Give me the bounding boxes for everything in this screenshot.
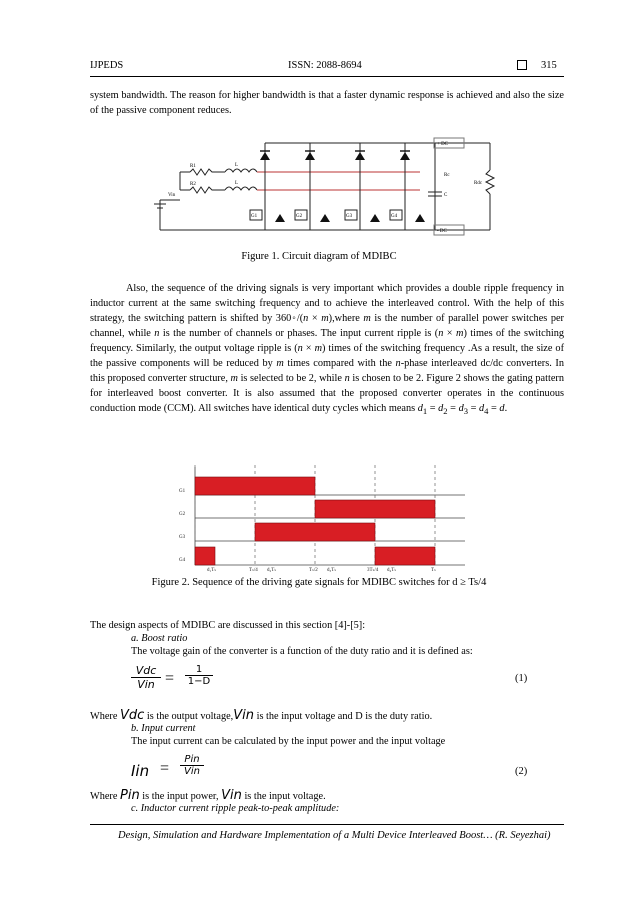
g2-row-label: G2 bbox=[179, 512, 186, 517]
l2-label: L bbox=[235, 181, 239, 186]
section-a-text: The voltage gain of the converter is a function of the duty ratio and it is defined as: bbox=[131, 646, 473, 657]
where-line-2 bbox=[90, 788, 326, 803]
tick-d1ts: d₁Tₛ bbox=[207, 568, 217, 573]
g2-label: G2 bbox=[296, 214, 303, 219]
c-label: C bbox=[444, 193, 448, 198]
design-intro: The design aspects of MDIBC are discussed in this section [4]-[5]: bbox=[90, 620, 366, 631]
where1-vdc: Vdc bbox=[120, 708, 145, 723]
eq2-rhs-den: Vin bbox=[184, 766, 200, 777]
checkbox-icon bbox=[517, 60, 527, 73]
eq2-rhs bbox=[180, 754, 204, 777]
g1-row-label: G1 bbox=[179, 489, 186, 494]
section-c-title: c. Inductor current ripple peak-to-peak amplitude: bbox=[131, 803, 340, 814]
where2-word: Where bbox=[90, 791, 118, 802]
r2-label: R2 bbox=[190, 182, 196, 187]
intro-paragraph: system bandwidth. The reason for higher bandwidth is that a faster dynamic response is achieved and also the size of the passive component reduces. bbox=[90, 90, 564, 116]
figure2-timing bbox=[175, 465, 475, 573]
where1-word: Where bbox=[90, 711, 118, 722]
where2-vin: Vin bbox=[221, 788, 242, 803]
eq2-number: (2) bbox=[515, 766, 528, 777]
g4-label: G4 bbox=[391, 214, 398, 219]
where2-text1: is the input power, bbox=[142, 791, 219, 802]
footer-citation: Design, Simulation and Hardware Implementation of a Multi Device Interleaved Boost… (R. Seyezhai) bbox=[118, 830, 551, 841]
g2-pulse bbox=[315, 500, 435, 518]
g4-pulse-a bbox=[195, 547, 215, 565]
vin-label: Vin bbox=[168, 193, 176, 198]
rc-label: Rc bbox=[444, 173, 450, 178]
g1-pulse bbox=[195, 477, 315, 495]
switching-paragraph: Also, the sequence of the driving signals is very important which provides a double ripple frequency in inductor current at the same switching frequency and to achieve the interleaved control. With the help of this strategy, the switching pattern is shifted by 360◦/(n × m),where m is the number of parallel power switches per channel, while n is the number of channels or phases. The input current ripple is (n × m) times of the switching frequency. Similarly, the output voltage ripple is (n × m) times of the switching frequency .As a result, the size of the passive components will be reduced by m times compared with the n-phase interleaved dc/dc converters. In this proposed converter structure, m is selected to be 2, while n is chosen to be 2. Figure 2 shows the gating pattern for interleaved boost converter. It is also assumed that the proposed converter operates in the continuous conduction mode (CCM). All switches have identical duty cycles which means $d_1 = d_2 = d_3 = d_4 = d$. bbox=[90, 283, 565, 417]
g3-label: G3 bbox=[346, 214, 353, 219]
tick-d2ts: d₂Tₛ bbox=[267, 568, 277, 573]
r1-label: R1 bbox=[190, 164, 196, 169]
figure1-caption: Figure 1. Circuit diagram of MDIBC bbox=[241, 251, 397, 262]
where1-text2: is the input voltage and D is the duty ratio. bbox=[256, 711, 433, 722]
eq1-lhs bbox=[131, 664, 161, 691]
where2-text2: is the input voltage. bbox=[244, 791, 326, 802]
pos-dc-label: + DC bbox=[437, 142, 449, 147]
journal-name: IJPEDS bbox=[90, 60, 124, 71]
where2-pin: Pin bbox=[120, 788, 140, 803]
g4-pulse-b bbox=[375, 547, 435, 565]
rdc-label: Rdc bbox=[474, 181, 483, 186]
tick-d3ts: d₃Tₛ bbox=[327, 568, 337, 573]
section-b-text: The input current can be calculated by the input power and the input voltage bbox=[131, 736, 446, 747]
tick-ts: Tₛ bbox=[431, 568, 436, 573]
tick-ts4: Tₛ/4 bbox=[249, 568, 258, 573]
footer-rule bbox=[90, 824, 564, 825]
eq1-rhs bbox=[185, 664, 213, 687]
eq1-lhs-num: Vdc bbox=[131, 664, 161, 678]
page-number: 315 bbox=[541, 60, 557, 71]
tick-d4ts: d₄Tₛ bbox=[387, 568, 397, 573]
g3-row-label: G3 bbox=[179, 535, 186, 540]
g1-label: G1 bbox=[251, 214, 258, 219]
tick-ts2: Tₛ/2 bbox=[309, 568, 318, 573]
where1-vin: Vin bbox=[233, 708, 255, 723]
section-b-title: b. Input current bbox=[131, 723, 196, 734]
eq2-rhs-num: Pin bbox=[180, 754, 204, 766]
tick-3ts4: 3Tₛ/4 bbox=[367, 568, 379, 573]
issn: ISSN: 2088-8694 bbox=[288, 60, 362, 71]
eq1-rhs-num: 1 bbox=[185, 664, 213, 676]
eq1-equals: = bbox=[165, 670, 175, 687]
neg-dc-label: - DC bbox=[437, 229, 447, 234]
eq2-lhs: Iin bbox=[131, 762, 150, 780]
eq1-number: (1) bbox=[515, 673, 528, 684]
g3-pulse bbox=[255, 523, 375, 541]
g4-row-label: G4 bbox=[179, 558, 186, 563]
header-rule bbox=[90, 76, 564, 77]
l1-label: L bbox=[235, 163, 239, 168]
eq1-lhs-den: Vin bbox=[137, 678, 155, 691]
figure2-caption: Figure 2. Sequence of the driving gate signals for MDIBC switches for d ≥ Ts/4 bbox=[151, 577, 487, 588]
figure1-circuit bbox=[150, 130, 505, 245]
where-line-1 bbox=[90, 708, 432, 723]
section-a-title: a. Boost ratio bbox=[131, 633, 188, 644]
eq2-equals: = bbox=[160, 760, 170, 777]
eq1-rhs-den: 1−D bbox=[187, 676, 211, 687]
where1-text1: is the output voltage, bbox=[146, 711, 234, 722]
